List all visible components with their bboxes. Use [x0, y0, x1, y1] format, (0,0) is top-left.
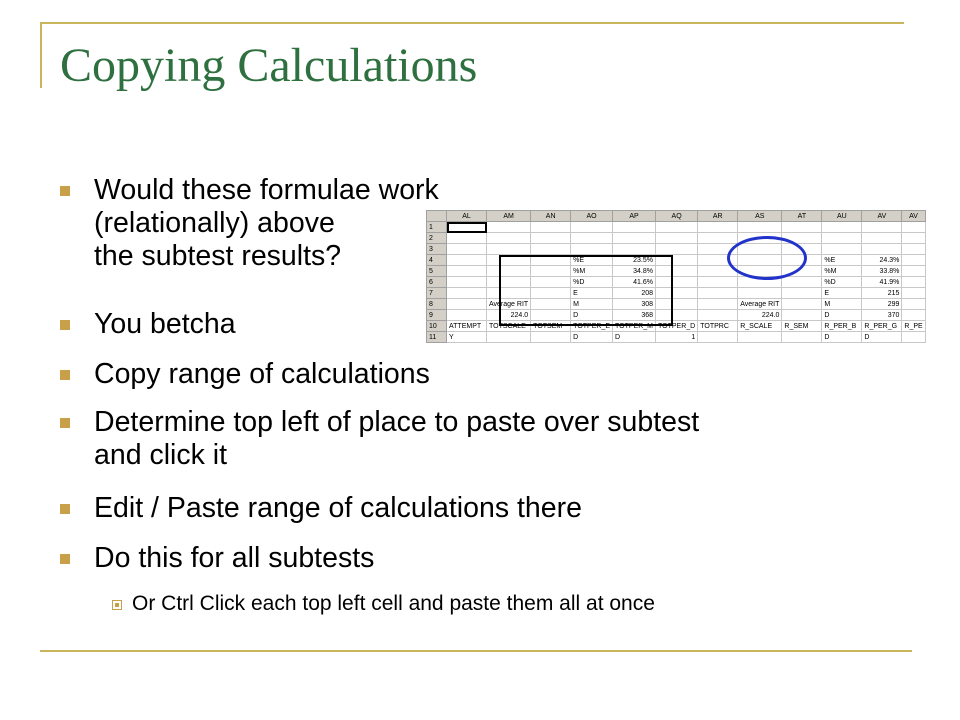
table-cell: [698, 332, 738, 343]
bullet-text: Do this for all subtests: [94, 542, 375, 574]
table-cell: [902, 222, 925, 233]
table-cell: [656, 233, 698, 244]
table-cell: 1: [656, 332, 698, 343]
table-cell: [531, 233, 571, 244]
table-cell: [862, 244, 902, 255]
table-cell: %D: [571, 277, 613, 288]
table-cell: 224.0: [487, 310, 531, 321]
table-cell: [447, 310, 487, 321]
table-cell: [822, 222, 862, 233]
table-cell: 370: [862, 310, 902, 321]
bullet-text: You betcha: [94, 308, 236, 340]
bullet-square-icon: [60, 554, 70, 564]
column-header: AR: [698, 211, 738, 222]
table-cell: [902, 288, 925, 299]
spreadsheet-screenshot: [426, 210, 936, 346]
table-cell: [613, 233, 656, 244]
row-header: 7: [427, 288, 447, 299]
table-cell: Average RIT: [738, 299, 782, 310]
sub-bullet-square-icon: [112, 600, 122, 610]
table-cell: [782, 288, 822, 299]
table-cell: [531, 255, 571, 266]
table-cell: [487, 266, 531, 277]
table-row: [427, 222, 926, 233]
column-header: AP: [613, 211, 656, 222]
table-cell: 224.0: [738, 310, 782, 321]
row-header: 8: [427, 299, 447, 310]
table-cell: 368: [613, 310, 656, 321]
table-cell: TOTSEM: [531, 321, 571, 332]
table-cell: [571, 244, 613, 255]
table-cell: [487, 288, 531, 299]
column-header: AV: [862, 211, 902, 222]
table-cell: %M: [571, 266, 613, 277]
bullet-text: Would these formulae work (relationally) above the subtest results?: [94, 174, 439, 272]
table-cell: R_PER_G: [862, 321, 902, 332]
row-header: 10: [427, 321, 447, 332]
table-cell: [531, 299, 571, 310]
table-cell: 23.5%: [613, 255, 656, 266]
table-cell: [738, 332, 782, 343]
table-cell: M: [822, 299, 862, 310]
table-cell: [447, 277, 487, 288]
table-cell: [656, 277, 698, 288]
table-cell: [487, 277, 531, 288]
table-cell: 41.6%: [613, 277, 656, 288]
column-header: [427, 211, 447, 222]
table-cell: [447, 244, 487, 255]
table-cell: E: [571, 288, 613, 299]
column-header: AT: [782, 211, 822, 222]
table-cell: [738, 288, 782, 299]
table-cell: R_SEM: [782, 321, 822, 332]
table-cell: [698, 299, 738, 310]
table-cell: [656, 310, 698, 321]
table-row: [427, 233, 926, 244]
table-cell: [487, 244, 531, 255]
table-cell: [447, 299, 487, 310]
table-cell: [902, 266, 925, 277]
column-header: AN: [531, 211, 571, 222]
table-cell: [656, 244, 698, 255]
table-cell: [447, 233, 487, 244]
table-cell: [487, 233, 531, 244]
table-cell: [782, 332, 822, 343]
bullet-text: Determine top left of place to paste over subtest and click it: [94, 406, 700, 471]
table-cell: %E: [571, 255, 613, 266]
table-row: [427, 255, 926, 266]
table-cell: TOTPER_D: [656, 321, 698, 332]
table-cell: [487, 222, 531, 233]
slide-frame-bottom: [40, 650, 912, 652]
column-header: AM: [487, 211, 531, 222]
table-row: [427, 244, 926, 255]
table-cell: 208: [613, 288, 656, 299]
table-cell: 34.8%: [613, 266, 656, 277]
table-cell: D: [822, 310, 862, 321]
table-cell: TOTPER_M: [613, 321, 656, 332]
row-header: 9: [427, 310, 447, 321]
table-cell: [656, 288, 698, 299]
table-cell: M: [571, 299, 613, 310]
table-cell: [447, 288, 487, 299]
table-cell: TOTSCALE: [487, 321, 531, 332]
table-cell: Y: [447, 332, 487, 343]
row-header: 3: [427, 244, 447, 255]
table-cell: 215: [862, 288, 902, 299]
highlight-oval: [727, 236, 807, 280]
table-cell: [487, 255, 531, 266]
table-cell: 308: [613, 299, 656, 310]
table-cell: [613, 222, 656, 233]
table-cell: D: [613, 332, 656, 343]
table-cell: [862, 233, 902, 244]
table-cell: [782, 299, 822, 310]
table-cell: R_SCALE: [738, 321, 782, 332]
table-cell: [531, 266, 571, 277]
table-cell: ATTEMPT: [447, 321, 487, 332]
table-cell: %D: [822, 277, 862, 288]
table-cell: [782, 310, 822, 321]
table-cell: [447, 266, 487, 277]
bullet-square-icon: [60, 370, 70, 380]
table-cell: [902, 277, 925, 288]
row-header: 5: [427, 266, 447, 277]
table-cell: [613, 244, 656, 255]
table-cell: [738, 222, 782, 233]
table-cell: [902, 255, 925, 266]
bullet-square-icon: [60, 418, 70, 428]
table-cell: [531, 277, 571, 288]
table-cell: [656, 255, 698, 266]
table-row: [427, 277, 926, 288]
table-cell: [698, 288, 738, 299]
table-cell: [531, 310, 571, 321]
slide-frame-top: [40, 22, 904, 24]
table-cell: [822, 233, 862, 244]
column-header: AU: [822, 211, 862, 222]
table-cell: 41.9%: [862, 277, 902, 288]
table-cell: [902, 332, 925, 343]
table-row: [427, 288, 926, 299]
table-cell: [782, 277, 822, 288]
table-cell: [656, 266, 698, 277]
table-cell: [862, 222, 902, 233]
table-cell: [531, 222, 571, 233]
table-cell: [698, 222, 738, 233]
table-cell: [487, 332, 531, 343]
column-header: AQ: [656, 211, 698, 222]
row-header: 6: [427, 277, 447, 288]
table-cell: [531, 332, 571, 343]
table-cell: [447, 222, 487, 233]
table-cell: [698, 277, 738, 288]
table-cell: Average RIT: [487, 299, 531, 310]
table-cell: [902, 233, 925, 244]
table-cell: [571, 233, 613, 244]
table-row: [427, 310, 926, 321]
table-cell: [656, 222, 698, 233]
bullet-square-icon: [60, 186, 70, 196]
table-cell: [531, 244, 571, 255]
spreadsheet-grid: [426, 210, 926, 343]
table-cell: [822, 244, 862, 255]
table-cell: %E: [822, 255, 862, 266]
slide-frame-left: [40, 22, 42, 88]
table-row: [427, 299, 926, 310]
table-row: [427, 321, 926, 332]
table-cell: [447, 255, 487, 266]
slide-title: Copying Calculations: [60, 39, 478, 92]
table-cell: R_PER_B: [822, 321, 862, 332]
bullet-square-icon: [60, 320, 70, 330]
row-header: 4: [427, 255, 447, 266]
table-cell: [902, 299, 925, 310]
row-header: 2: [427, 233, 447, 244]
column-header: AL: [447, 211, 487, 222]
table-cell: TOTPER_E: [571, 321, 613, 332]
table-cell: E: [822, 288, 862, 299]
table-cell: 299: [862, 299, 902, 310]
table-cell: D: [822, 332, 862, 343]
table-cell: [782, 222, 822, 233]
table-row: [427, 332, 926, 343]
table-cell: D: [862, 332, 902, 343]
column-header: AV: [902, 211, 925, 222]
table-cell: D: [571, 332, 613, 343]
column-header: AO: [571, 211, 613, 222]
table-cell: [698, 310, 738, 321]
table-cell: 33.8%: [862, 266, 902, 277]
table-cell: TOTPRC: [698, 321, 738, 332]
row-header: 1: [427, 222, 447, 233]
table-cell: [531, 288, 571, 299]
table-cell: R_PE: [902, 321, 925, 332]
table-cell: [902, 310, 925, 321]
table-cell: [698, 233, 738, 244]
table-cell: [902, 244, 925, 255]
bullet-square-icon: [60, 504, 70, 514]
table-row: [427, 266, 926, 277]
bullet-text: Copy range of calculations: [94, 358, 430, 390]
table-cell: [656, 299, 698, 310]
column-header: AS: [738, 211, 782, 222]
table-cell: D: [571, 310, 613, 321]
row-header: 11: [427, 332, 447, 343]
table-cell: [571, 222, 613, 233]
table-cell: 24.3%: [862, 255, 902, 266]
sub-bullet-text: Or Ctrl Click each top left cell and paste them all at once: [132, 592, 655, 615]
table-cell: %M: [822, 266, 862, 277]
bullet-text: Edit / Paste range of calculations there: [94, 492, 582, 524]
